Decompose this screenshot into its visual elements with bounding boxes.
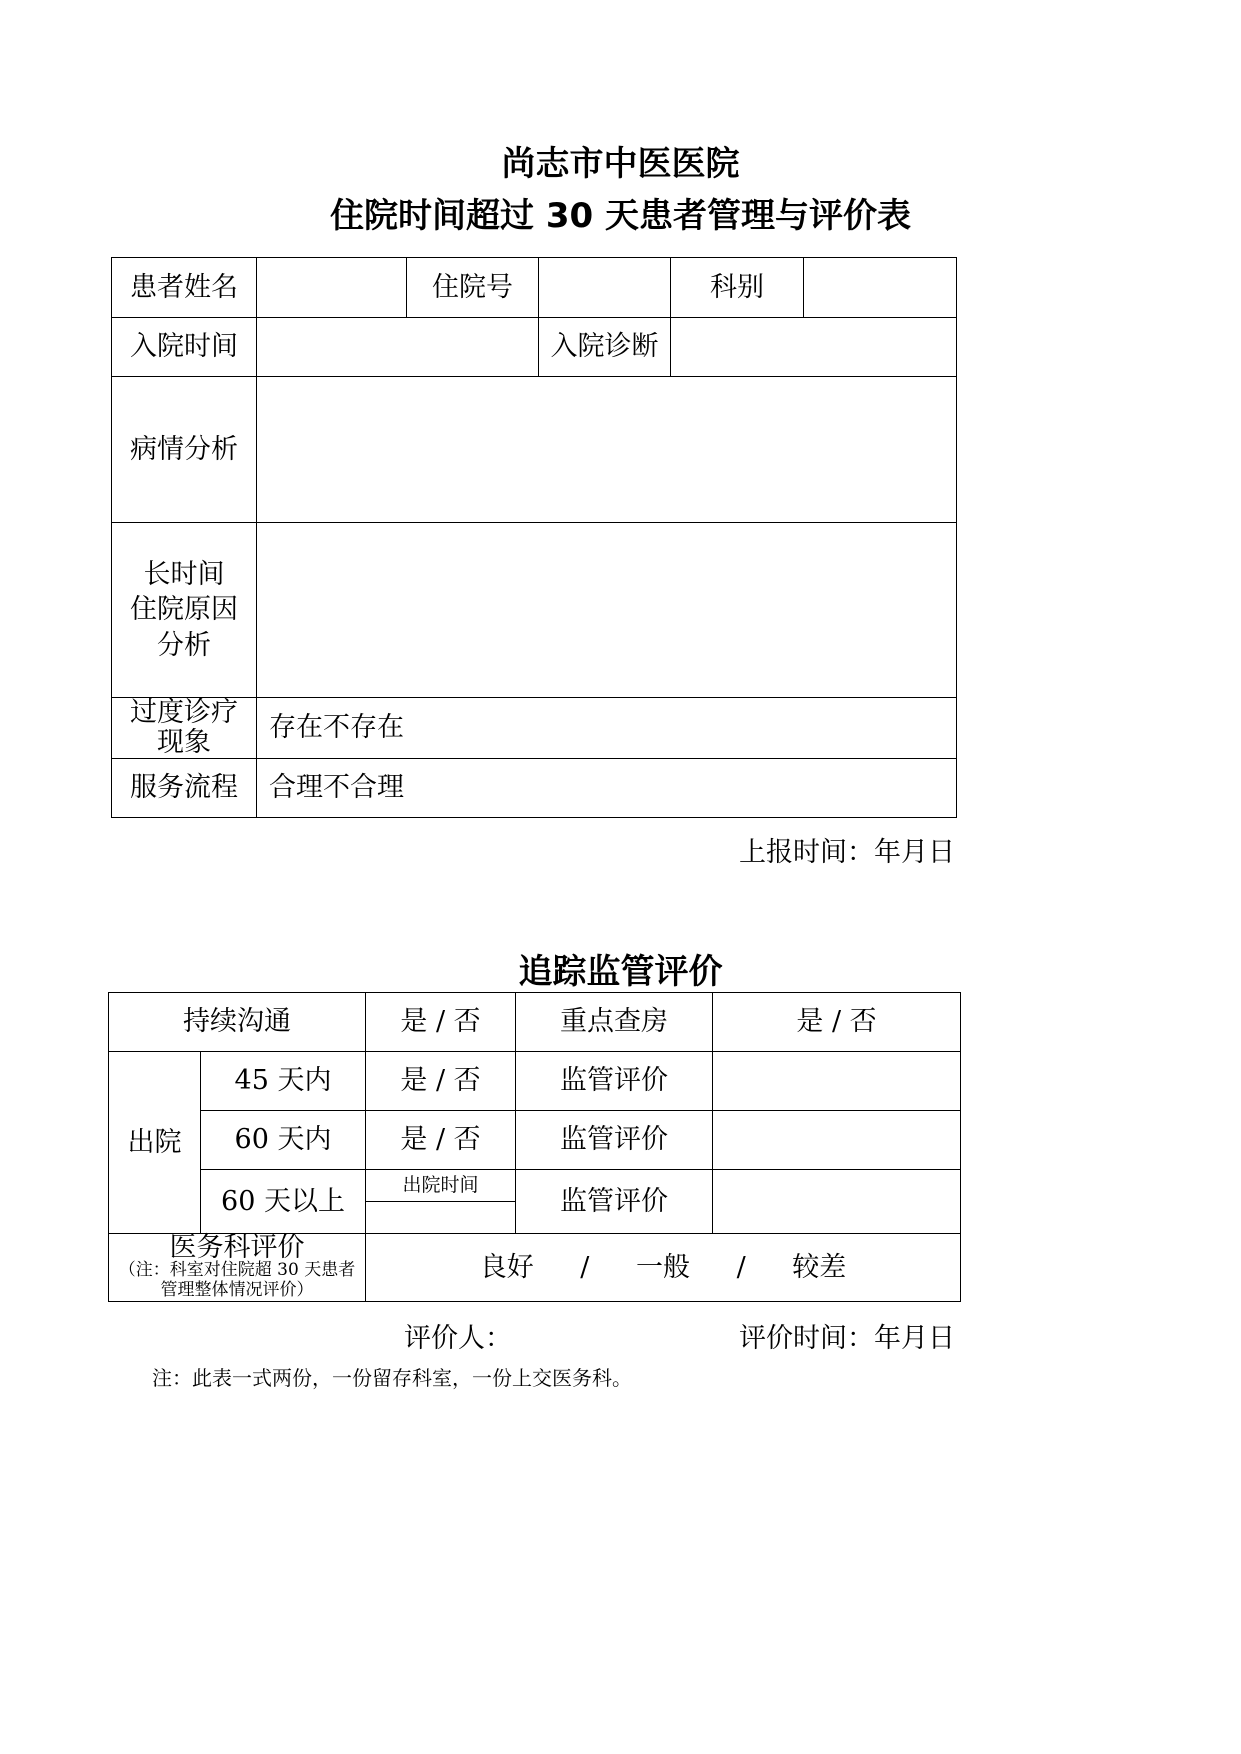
tracking-title: 追踪监管评价 (518, 952, 723, 992)
long-stay-label-line1: 长时间 (143, 559, 225, 591)
rating-separator-1: / (580, 1251, 590, 1283)
admission-time-field[interactable] (257, 318, 539, 377)
patient-form-table (111, 257, 957, 818)
long-stay-reason-field[interactable] (257, 523, 957, 698)
over-treatment-label-line2: 现象 (157, 727, 211, 758)
admission-time-label: 入院时间 (112, 318, 257, 377)
condition-analysis-field[interactable] (257, 377, 957, 523)
over-60-label: 60 天以上 (201, 1170, 366, 1234)
supervision-eval-label-over60: 监管评价 (516, 1170, 713, 1234)
key-rounds-choice[interactable]: 是 / 否 (713, 993, 961, 1052)
discharge-label: 出院 (109, 1052, 201, 1234)
service-process-value[interactable]: 合理不合理 (257, 759, 957, 818)
admission-no-label: 住院号 (407, 258, 539, 318)
medical-affairs-rating[interactable] (366, 1234, 961, 1302)
within-60-choice[interactable]: 是 / 否 (366, 1111, 516, 1170)
supervision-eval-field-60[interactable] (713, 1111, 961, 1170)
rating-good[interactable]: 良好 (479, 1251, 534, 1283)
patient-name-field[interactable] (257, 258, 407, 318)
form-title: 住院时间超过 30 天患者管理与评价表 (330, 196, 911, 236)
supervision-eval-label-60: 监管评价 (516, 1111, 713, 1170)
rating-average[interactable]: 一般 (636, 1251, 690, 1283)
admission-diagnosis-field[interactable] (671, 318, 957, 377)
footnote: 注：此表一式两份，一份留存科室，一份上交医务科。 (152, 1366, 632, 1390)
report-time: 上报时间：年月日 (739, 837, 955, 868)
medical-affairs-eval-note: （注：科室对住院超 30 天患者管理整体情况评价） (118, 1260, 356, 1300)
rating-separator-2: / (736, 1251, 746, 1283)
medical-affairs-eval-label (109, 1234, 366, 1302)
department-label: 科别 (671, 258, 804, 318)
over-treatment-label-line1: 过度诊疗 (130, 697, 238, 729)
admission-no-field[interactable] (539, 258, 671, 318)
eval-time: 评价时间：年月日 (739, 1323, 955, 1354)
supervision-eval-field-over60[interactable] (713, 1170, 961, 1234)
rating-poor[interactable]: 较差 (792, 1251, 847, 1283)
supervision-eval-field-45[interactable] (713, 1052, 961, 1111)
hospital-name: 尚志市中医医院 (501, 144, 740, 184)
within-60-label: 60 天内 (201, 1111, 366, 1170)
discharge-time-label: 出院时间 (366, 1170, 515, 1202)
supervision-eval-label-45: 监管评价 (516, 1052, 713, 1111)
within-45-choice[interactable]: 是 / 否 (366, 1052, 516, 1111)
medical-affairs-eval-title: 医务科评价 (169, 1232, 305, 1264)
over-treatment-label (112, 698, 257, 759)
discharge-time-field[interactable] (366, 1202, 515, 1233)
department-field[interactable] (804, 258, 957, 318)
condition-analysis-label: 病情分析 (112, 377, 257, 523)
over-treatment-value[interactable]: 存在不存在 (257, 698, 957, 759)
within-45-label: 45 天内 (201, 1052, 366, 1111)
patient-name-label: 患者姓名 (112, 258, 257, 318)
long-stay-label-line3: 分析 (157, 629, 211, 661)
continuous-communication-label: 持续沟通 (109, 993, 366, 1052)
long-stay-label-line2: 住院原因 (130, 594, 238, 626)
evaluator-label: 评价人： (404, 1323, 512, 1354)
continuous-communication-choice[interactable]: 是 / 否 (366, 993, 516, 1052)
service-process-label: 服务流程 (112, 759, 257, 818)
key-rounds-label: 重点查房 (516, 993, 713, 1052)
long-stay-reason-label (112, 523, 257, 698)
admission-diagnosis-label: 入院诊断 (539, 318, 671, 377)
discharge-time-cell (366, 1170, 516, 1234)
tracking-table (108, 992, 961, 1302)
